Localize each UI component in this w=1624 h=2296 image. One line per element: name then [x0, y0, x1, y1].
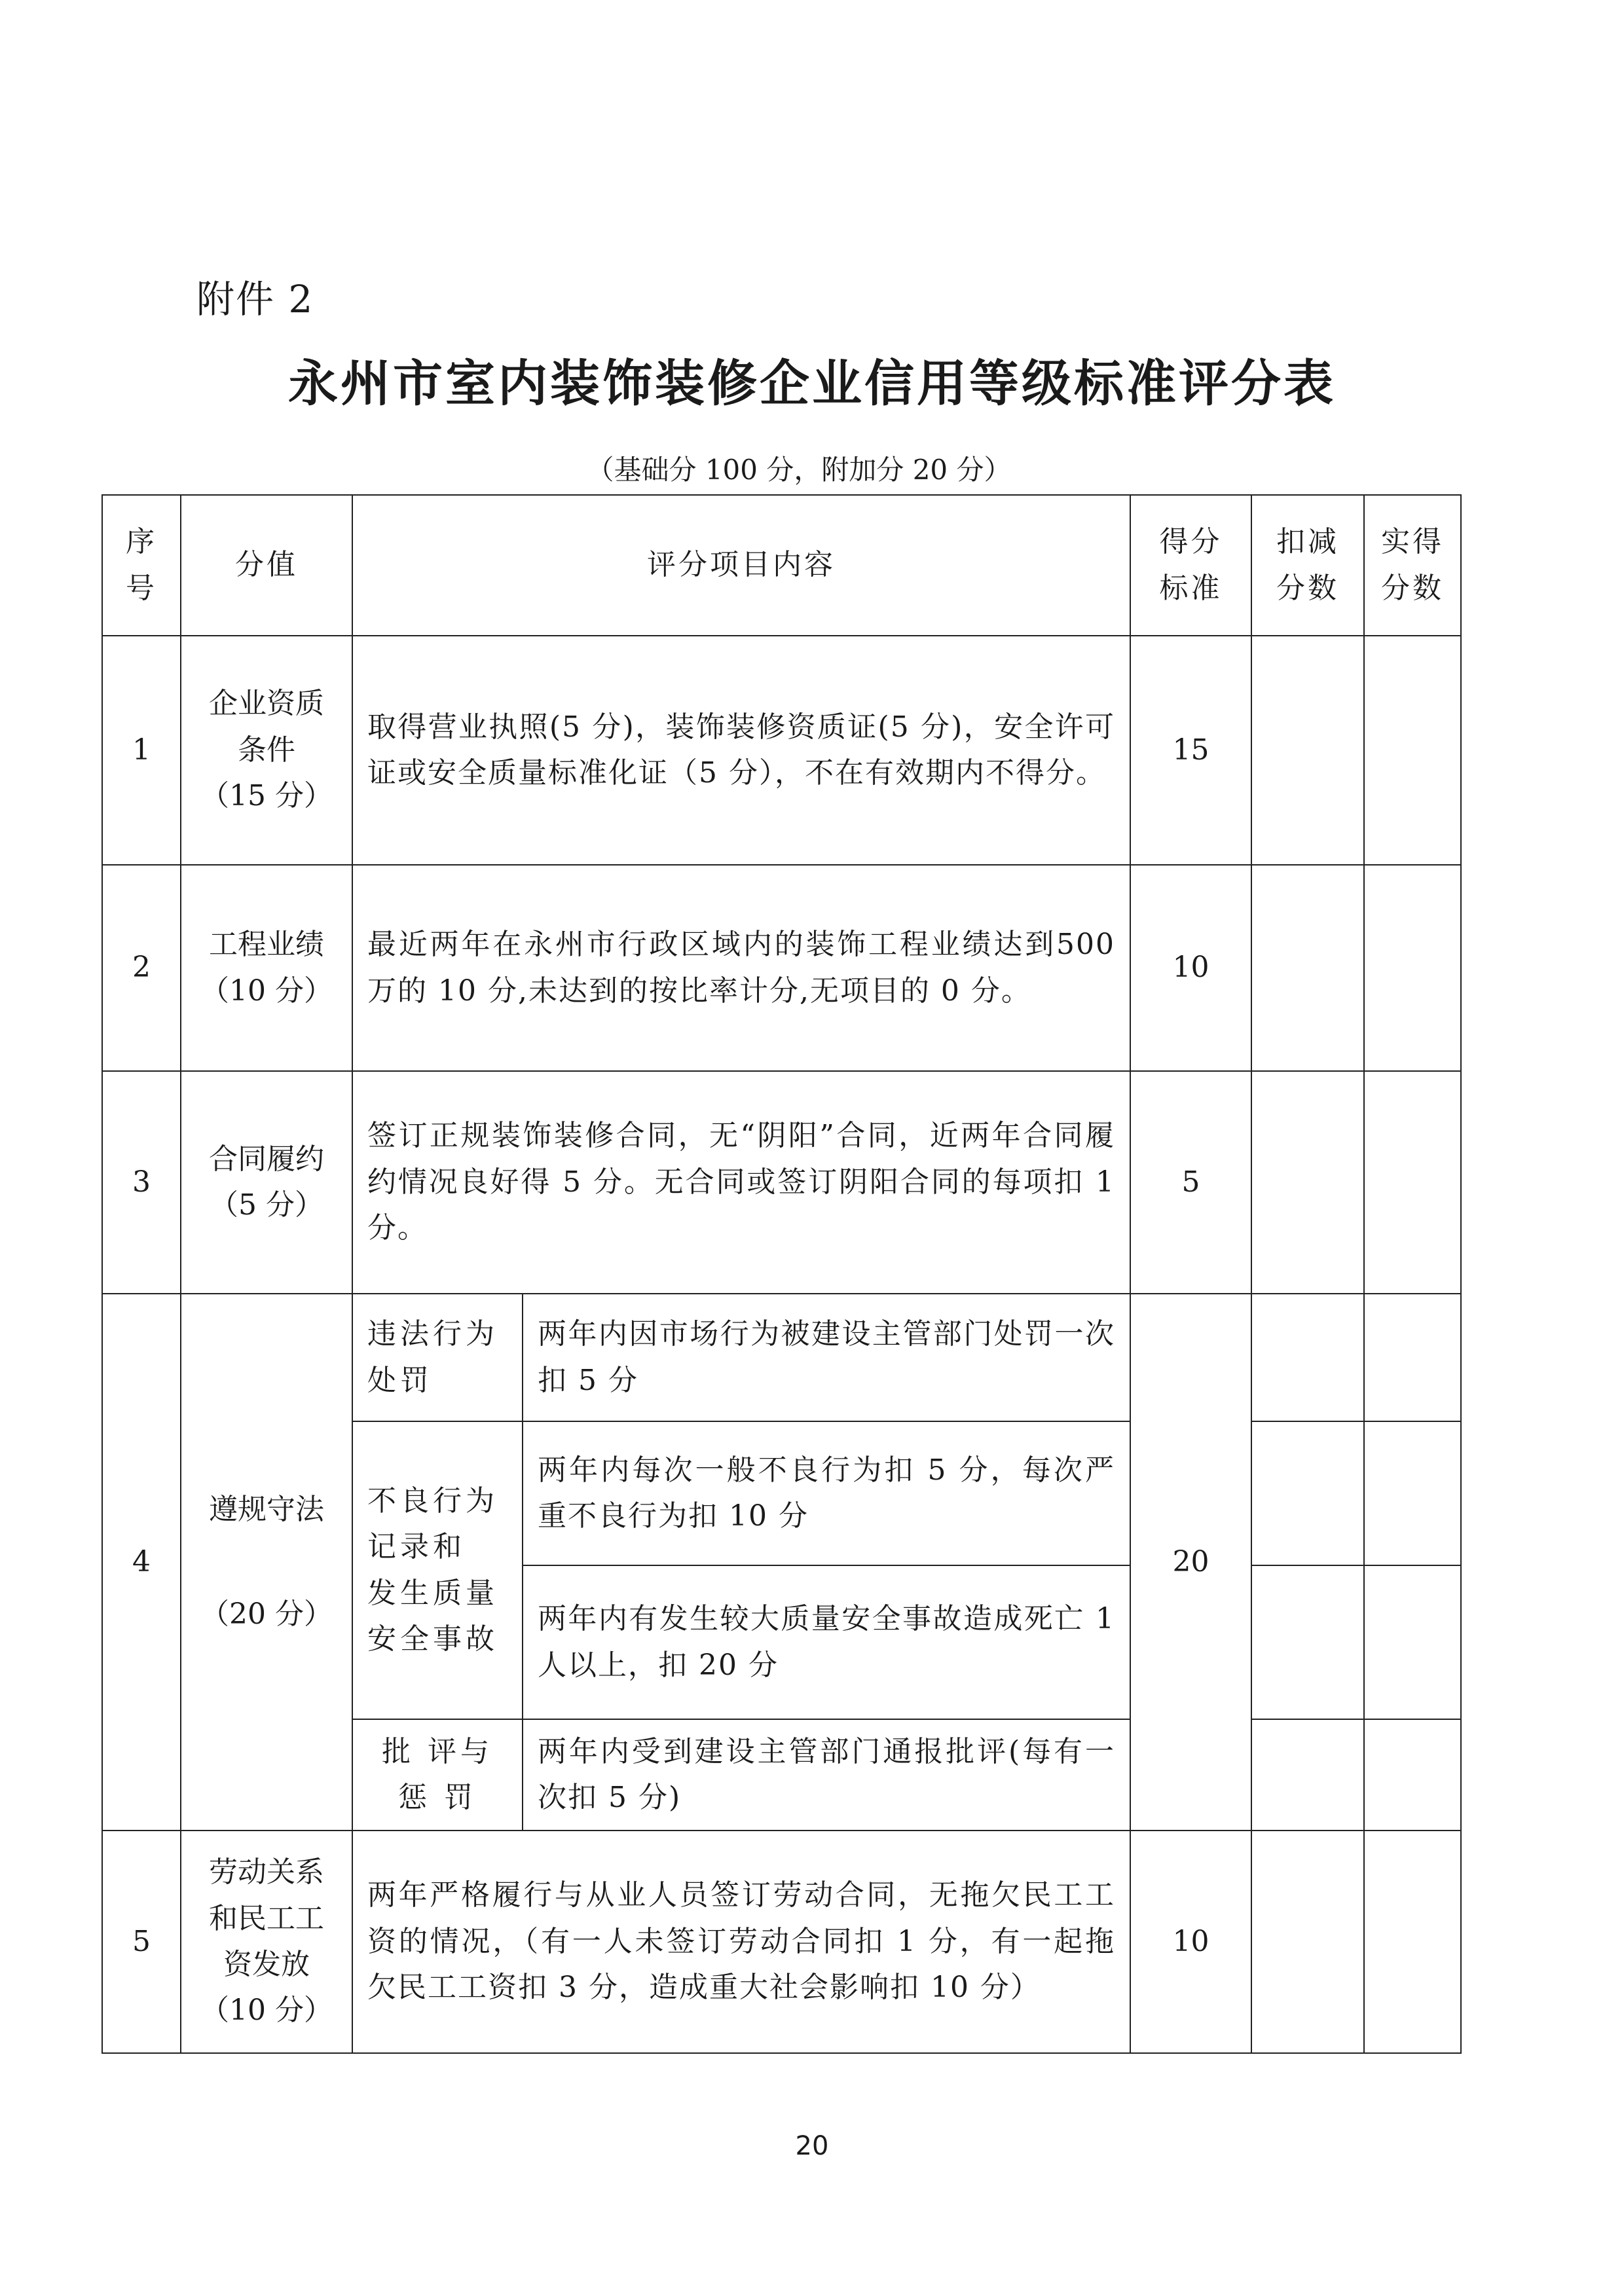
header-standard: 得分 标准	[1130, 495, 1251, 636]
sub-item-content: 两年内每次一般不良行为扣 5 分，每次严重不良行为扣 10 分	[523, 1421, 1130, 1565]
header-value: 分值	[181, 495, 352, 636]
row-content: 最近两年在永州市行政区域内的装饰工程业绩达到500 万的 10 分,未达到的按比率计分,无项目的 0 分。	[352, 865, 1130, 1071]
row-value: 工程业绩 （10 分）	[181, 865, 352, 1071]
sub-item-content: 两年内因市场行为被建设主管部门处罚一次扣 5 分	[523, 1294, 1130, 1421]
scoring-table	[101, 494, 1462, 2054]
table-row	[102, 1294, 1461, 1421]
sub-item-content: 两年内受到建设主管部门通报批评(每有一次扣 5 分)	[523, 1719, 1130, 1831]
row-actual-cell	[1364, 865, 1461, 1071]
row-actual-cell	[1364, 1294, 1461, 1421]
row-content: 签订正规装饰装修合同，无“阴阳”合同，近两年合同履约情况良好得 5 分。无合同或签订阴阳合同的每项扣 1 分。	[352, 1071, 1130, 1294]
row-deduct-cell	[1251, 1719, 1364, 1831]
page-number: 20	[795, 2131, 829, 2161]
row-deduct-cell	[1251, 1831, 1364, 2053]
row-deduct-cell	[1251, 636, 1364, 865]
row-deduct-cell	[1251, 1294, 1364, 1421]
header-content: 评分项目内容	[352, 495, 1130, 636]
document-subtitle: （基础分 100 分，附加分 20 分）	[586, 454, 1012, 486]
table-header-row	[102, 495, 1461, 636]
header-deduct: 扣减 分数	[1251, 495, 1364, 636]
row-standard: 20	[1130, 1294, 1251, 1831]
document-title: 永州市室内装饰装修企业信用等级标准评分表	[288, 354, 1336, 412]
row-deduct-cell	[1251, 1421, 1364, 1565]
row-standard: 10	[1130, 1831, 1251, 2053]
sub-item-category: 不良行为 记录和 发生质量 安全事故	[352, 1421, 523, 1719]
row-seq: 3	[102, 1071, 181, 1294]
row-actual-cell	[1364, 1071, 1461, 1294]
sub-item-category: 违法行为 处罚	[352, 1294, 523, 1421]
row-standard: 15	[1130, 636, 1251, 865]
row-standard: 10	[1130, 865, 1251, 1071]
sub-item-category: 批 评与 惩 罚	[352, 1719, 523, 1831]
attachment-label: 附件 2	[196, 277, 314, 321]
table-row	[102, 636, 1461, 865]
row-content: 两年严格履行与从业人员签订劳动合同，无拖欠民工工资的情况，（有一人未签订劳动合同扣 1 分，有一起拖欠民工工资扣 3 分，造成重大社会影响扣 10 分）	[352, 1831, 1130, 2053]
table-row	[102, 865, 1461, 1071]
row-value: 遵规守法 （20 分）	[181, 1294, 352, 1831]
header-seq: 序 号	[102, 495, 181, 636]
row-actual-cell	[1364, 1565, 1461, 1719]
table-row	[102, 1831, 1461, 2053]
row-value: 劳动关系 和民工工 资发放 （10 分）	[181, 1831, 352, 2053]
row-standard: 5	[1130, 1071, 1251, 1294]
row-seq: 1	[102, 636, 181, 865]
row-deduct-cell	[1251, 1565, 1364, 1719]
row-seq: 5	[102, 1831, 181, 2053]
row-actual-cell	[1364, 1719, 1461, 1831]
row-deduct-cell	[1251, 865, 1364, 1071]
table-row	[102, 1071, 1461, 1294]
row-seq: 2	[102, 865, 181, 1071]
row-actual-cell	[1364, 1831, 1461, 2053]
row-seq: 4	[102, 1294, 181, 1831]
row-value: 企业资质 条件 （15 分）	[181, 636, 352, 865]
row-actual-cell	[1364, 1421, 1461, 1565]
sub-item-content: 两年内有发生较大质量安全事故造成死亡 1 人以上，扣 20 分	[523, 1565, 1130, 1719]
row-actual-cell	[1364, 636, 1461, 865]
row-deduct-cell	[1251, 1071, 1364, 1294]
header-actual: 实得 分数	[1364, 495, 1461, 636]
row-content: 取得营业执照(5 分)，装饰装修资质证(5 分)，安全许可证或安全质量标准化证（5 分），不在有效期内不得分。	[352, 636, 1130, 865]
row-value: 合同履约 （5 分）	[181, 1071, 352, 1294]
